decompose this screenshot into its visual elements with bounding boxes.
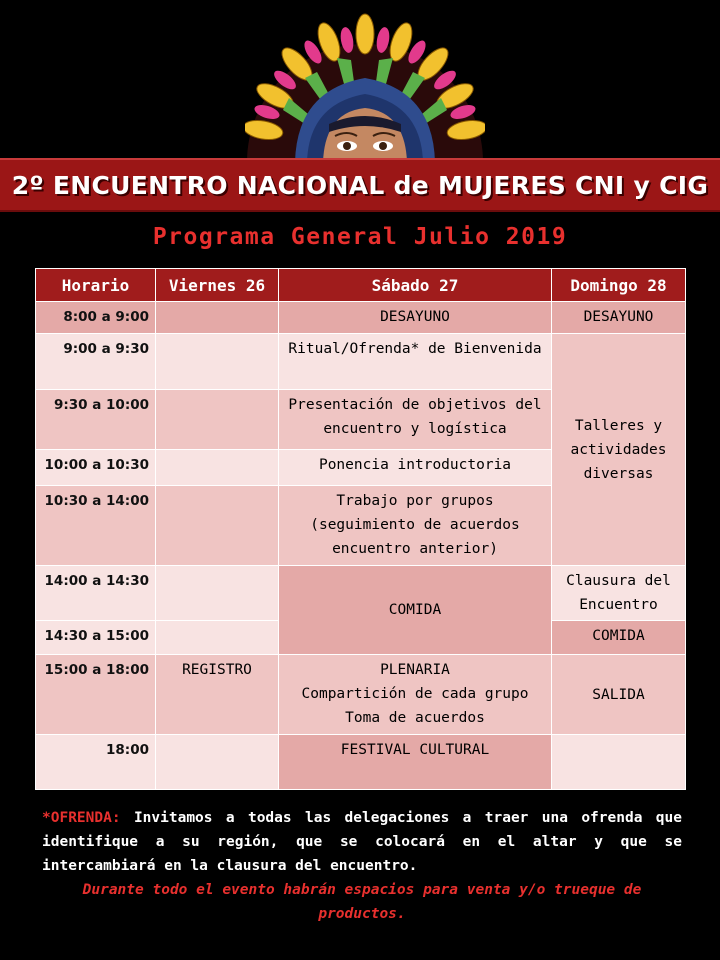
header-viernes: Viernes 26 [156,269,279,302]
sabado-cell: Ponencia introductoria [279,450,552,486]
page-title: 2º ENCUENTRO NACIONAL de MUJERES CNI y CIG [11,170,709,200]
sabado-cell [279,655,552,735]
table-header-row [36,269,686,302]
table-row [36,302,686,334]
acuerdos-line: Toma de acuerdos [345,710,485,726]
footer-notes [42,806,682,926]
viernes-cell [156,486,279,566]
sabado-cell: DESAYUNO [279,302,552,334]
domingo-cell [552,735,686,790]
sabado-cell: COMIDA [279,566,552,655]
time-cell: 10:00 a 10:30 [36,450,156,486]
table-row [36,334,686,390]
schedule-table [35,268,686,790]
table-row [36,735,686,790]
viernes-cell [156,302,279,334]
time-cell: 10:30 a 14:00 [36,486,156,566]
time-cell: 9:30 a 10:00 [36,390,156,450]
time-cell: 14:30 a 15:00 [36,621,156,655]
ofrenda-label: *OFRENDA: [42,810,121,826]
viernes-cell [156,334,279,390]
viernes-cell [156,450,279,486]
table-row [36,655,686,735]
corn-woman-emblem [245,12,485,162]
header-sabado: Sábado 27 [279,269,552,302]
domingo-cell: DESAYUNO [552,302,686,334]
venta-note: Durante todo el evento habrán espacios para venta y/o trueque de productos. [82,882,642,922]
domingo-cell: Clausura del Encuentro [552,566,686,621]
plenaria-line: PLENARIA [380,662,450,678]
table-row [36,566,686,621]
ofrenda-note [42,806,682,878]
domingo-cell: COMIDA [552,621,686,655]
comparticion-line: Compartición de cada grupo [301,686,529,702]
sabado-cell: Trabajo por grupos (seguimiento de acuerdos encuentro anterior) [279,486,552,566]
viernes-cell [156,566,279,621]
domingo-cell: SALIDA [552,655,686,735]
time-cell: 9:00 a 9:30 [36,334,156,390]
viernes-cell: REGISTRO [156,655,279,735]
page-subtitle: Programa General Julio 2019 [152,224,568,250]
ofrenda-text: Invitamos a todas las delegaciones a traer una ofrenda que identifique a su región, que se colocará en el altar y que se intercambiará en la clausura del encuentro. [42,810,682,874]
time-cell: 14:00 a 14:30 [36,566,156,621]
sabado-cell: FESTIVAL CULTURAL [279,735,552,790]
title-banner [0,158,720,212]
header-horario: Horario [36,269,156,302]
time-cell: 18:00 [36,735,156,790]
viernes-cell [156,390,279,450]
viernes-cell [156,735,279,790]
time-cell: 8:00 a 9:00 [36,302,156,334]
time-cell: 15:00 a 18:00 [36,655,156,735]
viernes-cell [156,621,279,655]
sabado-cell: Presentación de objetivos del encuentro y logística [279,390,552,450]
header-domingo: Domingo 28 [552,269,686,302]
sabado-cell: Ritual/Ofrenda* de Bienvenida [279,334,552,390]
domingo-cell: Talleres y actividades diversas [552,334,686,566]
